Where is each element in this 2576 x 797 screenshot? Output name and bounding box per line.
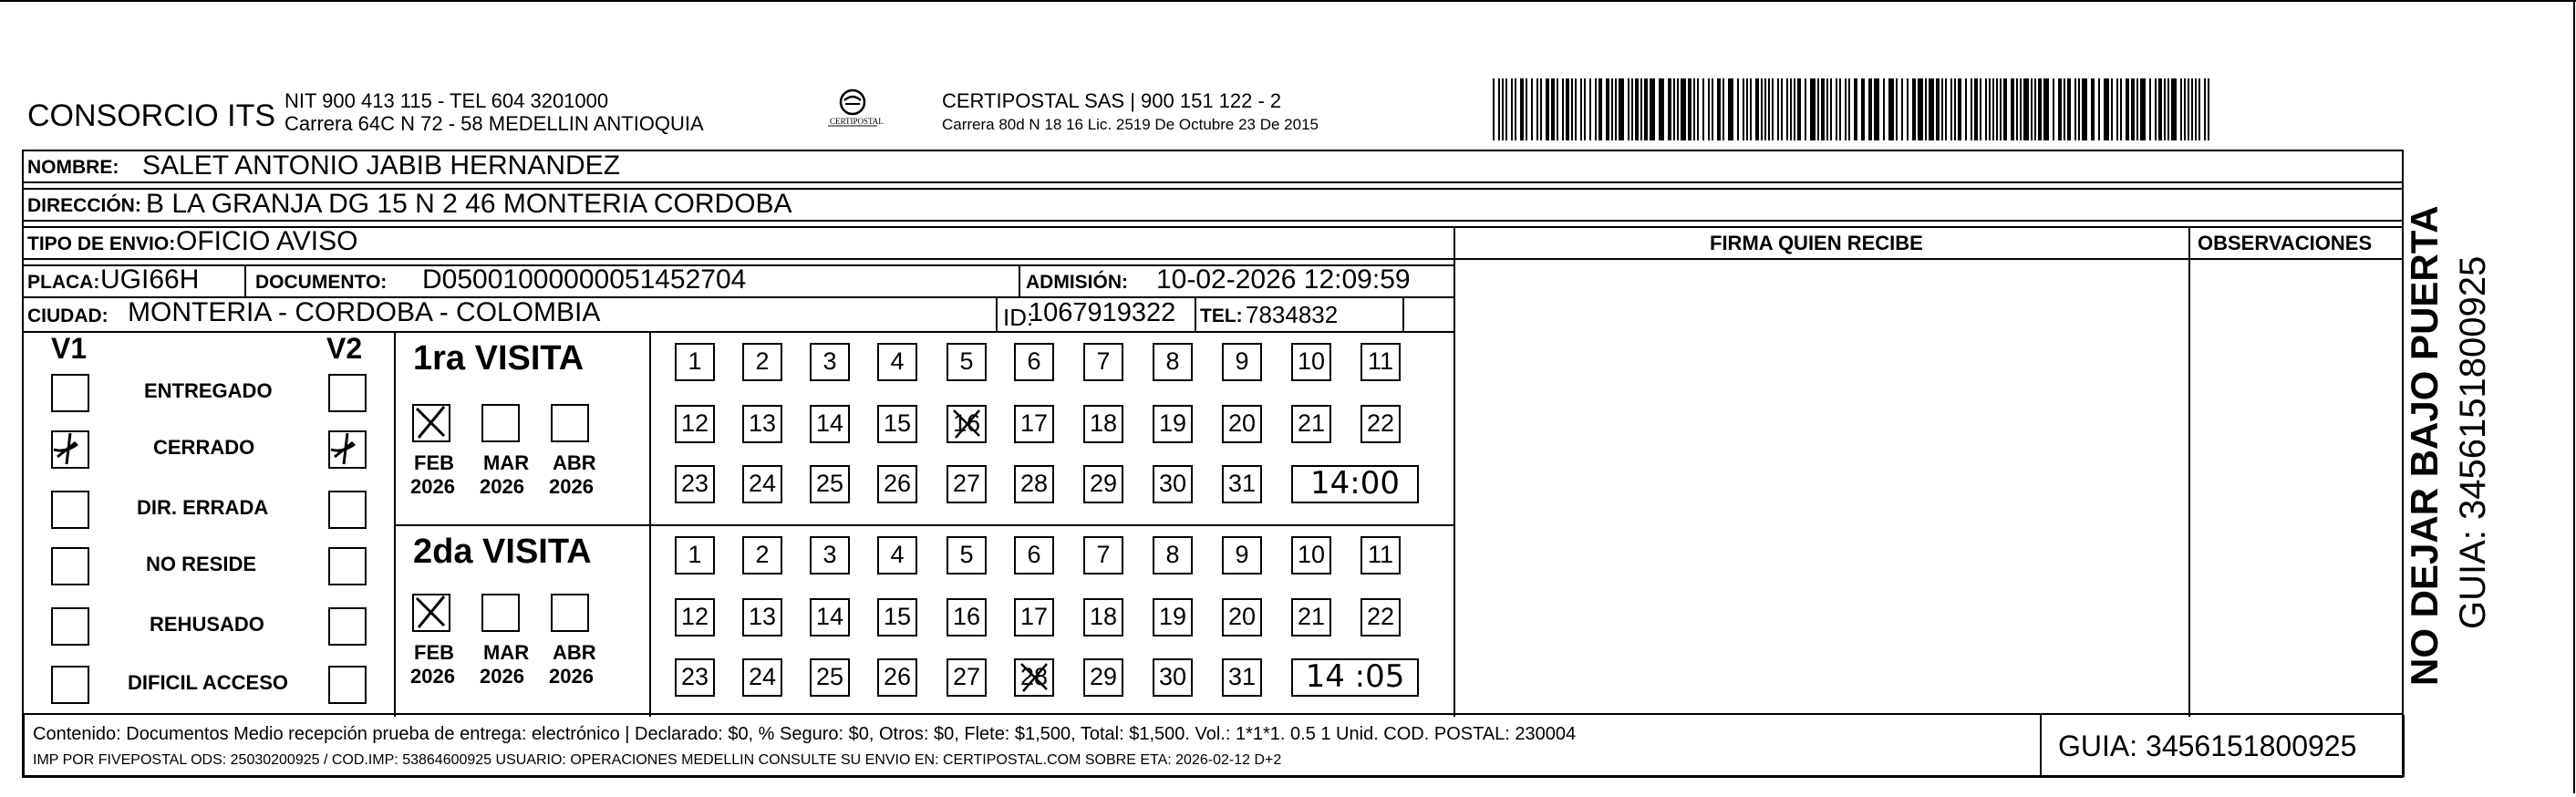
barcode-bar [1717, 78, 1721, 140]
check-mark [327, 430, 366, 468]
day-box[interactable]: 14 [810, 405, 850, 443]
admision-label: ADMISIÓN: [1026, 272, 1128, 293]
barcode-bar [1737, 78, 1739, 140]
day-box[interactable]: 24 [742, 658, 782, 697]
barcode-bar [2120, 78, 2122, 140]
barcode-bar [1493, 78, 1495, 140]
company-name: CONSORCIO ITS [27, 98, 276, 133]
barcode-bar [2020, 78, 2022, 140]
day-box[interactable]: 27 [947, 465, 987, 503]
barcode-bar [1996, 78, 1998, 140]
barcode-bar [1992, 78, 1994, 140]
barcode-bar [1907, 78, 1909, 140]
footer-guia: GUIA: 3456151800925 [2058, 730, 2357, 762]
month-checkbox[interactable] [412, 594, 450, 632]
barcode-bar [2184, 78, 2186, 140]
barcode-bar [1883, 78, 1885, 140]
barcode-bar [1958, 78, 1961, 140]
barcode-bar [2195, 78, 2197, 140]
barcode-bar [1589, 78, 1591, 140]
barcode-bar [2111, 78, 2113, 140]
v2-checkbox[interactable] [328, 491, 367, 529]
barcode-bar [1644, 78, 1648, 140]
barcode-bar [1790, 78, 1792, 140]
barcode-bar [1764, 78, 1766, 140]
placa-value: UGI66H [100, 264, 200, 295]
barcode-bar [1540, 78, 1542, 140]
barcode-bar [1598, 78, 1602, 140]
day-box[interactable]: 11 [1360, 343, 1401, 381]
barcode-bar [1520, 78, 1524, 140]
barcode-bar [1772, 78, 1774, 140]
day-box[interactable]: 15 [877, 405, 917, 443]
barcode-bar [1526, 78, 1527, 140]
day-box[interactable]: 20 [1222, 405, 1262, 443]
ciudad-label: CIUDAD: [27, 305, 109, 326]
barcode-bar [1712, 78, 1713, 140]
month-checkbox[interactable] [481, 404, 520, 442]
barcode-bar [1677, 78, 1679, 140]
carrier-name: CERTIPOSTAL SAS | 900 151 122 - 2 [942, 89, 1282, 112]
barcode-bar [1536, 78, 1538, 140]
barcode-bar [1817, 78, 1819, 140]
day-box[interactable]: 23 [675, 658, 715, 697]
day-box[interactable]: 31 [1222, 465, 1262, 503]
day-box[interactable]: 4 [877, 536, 917, 574]
visit1-title: 1ra VISITA [413, 339, 585, 378]
month-checkbox[interactable] [551, 594, 589, 632]
barcode-bar [1498, 78, 1500, 140]
barcode-bar [1584, 78, 1586, 140]
right-border [2573, 0, 2575, 793]
barcode-bar [1861, 78, 1865, 140]
year-label: 2026 [549, 665, 594, 688]
barcode-bar [1912, 78, 1916, 140]
barcode-bar [1681, 78, 1686, 140]
status-label: DIFICIL ACCESO [128, 671, 289, 694]
barcode-bar [1797, 78, 1801, 140]
barcode-bar [2188, 78, 2189, 140]
barcode-bar [1531, 78, 1533, 140]
day-box[interactable]: 13 [742, 598, 782, 637]
barcode-bar [2155, 78, 2157, 140]
barcode-bar [2191, 78, 2193, 140]
day-box[interactable]: 8 [1153, 343, 1193, 381]
barcode-bar [2016, 78, 2018, 140]
day-cross-mark [1014, 658, 1054, 697]
barcode-bar [1723, 78, 1724, 140]
barcode-bar [2116, 78, 2118, 140]
barcode-bar [2164, 78, 2166, 140]
v2-checkbox[interactable] [328, 607, 367, 646]
barcode-bar [1826, 78, 1828, 140]
footer-line2: IMP POR FIVEPOSTAL ODS: 25030200925 / COD.IMP: 53864600925 USUARIO: OPERACIONES MEDELLIN CONSULTE SU ENVIO EN: CERTIPOSTAL.COM SOBRE ETA: 2026-02-12 D+2 [33, 752, 1282, 768]
barcode-bar [2000, 78, 2002, 140]
id-value: 1067919322 [1029, 298, 1176, 327]
admision-value: 10-02-2026 12:09:59 [1156, 264, 1411, 295]
barcode-bar [2023, 78, 2029, 140]
documento-value: D05001000000051452704 [422, 264, 747, 295]
company-nit: NIT 900 413 115 - TEL 604 3201000 [284, 89, 609, 112]
day-box[interactable]: 2 [742, 343, 782, 381]
ciudad-value: MONTERIA - CORDOBA - COLOMBIA [128, 297, 601, 327]
barcode-bar [1515, 78, 1516, 140]
day-box[interactable]: 31 [1222, 658, 1262, 697]
barcode-bar [1821, 78, 1825, 140]
barcode-bar [1697, 78, 1699, 140]
day-box[interactable]: 10 [1291, 343, 1331, 381]
day-box[interactable]: 6 [1014, 343, 1054, 381]
day-box[interactable]: 18 [1083, 598, 1123, 637]
tipo-envio-value: OFICIO AVISO [176, 226, 358, 256]
barcode-bar [1950, 78, 1952, 140]
day-box[interactable]: 16 [947, 405, 987, 443]
barcode-bar [1505, 78, 1507, 140]
day-box[interactable]: 13 [742, 405, 782, 443]
month-label: FEB [414, 451, 454, 474]
barcode-bar [1562, 78, 1564, 140]
firma-area[interactable] [1456, 261, 2186, 715]
barcode-bar [1571, 78, 1573, 140]
day-box[interactable]: 11 [1360, 536, 1401, 574]
day-box[interactable]: 25 [810, 465, 850, 503]
barcode-bar [1854, 78, 1857, 140]
day-box[interactable]: 26 [877, 465, 917, 503]
barcode-bar [1546, 78, 1549, 140]
v2-checkbox[interactable] [328, 666, 367, 704]
v1-label: V1 [51, 332, 88, 365]
barcode-bar [2078, 78, 2080, 140]
barcode-bar [1941, 78, 1943, 140]
side-warning: NO DEJAR BAJO PUERTA [2403, 205, 2446, 686]
day-box[interactable]: 16 [947, 598, 987, 637]
day-box[interactable]: 30 [1153, 658, 1193, 697]
barcode-bar [1805, 78, 1806, 140]
barcode-bar [1918, 78, 1923, 140]
barcode-bar [2198, 78, 2200, 140]
barcode-bar [1688, 78, 1691, 140]
day-box[interactable]: 19 [1153, 598, 1193, 637]
barcode-bar [2043, 78, 2049, 140]
v1-checkbox[interactable] [51, 607, 89, 646]
barcode-bar [1702, 78, 1704, 140]
day-box[interactable]: 12 [675, 405, 715, 443]
barcode-bar [1743, 78, 1744, 140]
day-box[interactable]: 1 [675, 536, 715, 574]
day-box[interactable]: 12 [675, 598, 715, 637]
day-box[interactable]: 21 [1291, 598, 1331, 637]
barcode-bar [1628, 78, 1629, 140]
barcode-bar [1848, 78, 1850, 140]
barcode-bar [2038, 78, 2042, 140]
status-label: NO RESIDE [146, 553, 257, 575]
barcode-bar [1936, 78, 1940, 140]
barcode-bar [2208, 78, 2209, 140]
certipostal-logo [821, 86, 885, 140]
barcode-bar [1693, 78, 1695, 140]
direccion-label: DIRECCIÓN: [27, 195, 141, 216]
barcode-bar [2158, 78, 2162, 140]
tel-label: TEL: [1200, 305, 1243, 326]
barcode-bar [2171, 78, 2177, 140]
day-box[interactable]: 3 [810, 343, 850, 381]
day-box[interactable]: 15 [877, 598, 917, 637]
status-label: ENTREGADO [144, 379, 273, 402]
barcode-bar [1868, 78, 1872, 140]
barcode-bar [1989, 78, 1991, 140]
barcode-bar [2140, 78, 2146, 140]
day-box[interactable]: 3 [810, 536, 850, 574]
month-checkbox[interactable] [481, 594, 520, 632]
barcode-bar [2064, 78, 2065, 140]
status-label: CERRADO [153, 436, 255, 459]
time-box[interactable]: 14 :05 [1291, 658, 1419, 697]
barcode-bar [1830, 78, 1832, 140]
day-box[interactable]: 17 [1014, 598, 1054, 637]
day-box[interactable]: 28 [1014, 465, 1054, 503]
barcode-bar [2136, 78, 2138, 140]
day-box[interactable]: 22 [1360, 405, 1401, 443]
barcode-bar [1971, 78, 1972, 140]
v2-checkbox[interactable] [328, 547, 367, 585]
v1-checkbox[interactable] [51, 491, 89, 529]
check-mark [50, 430, 88, 468]
month-label: MAR [483, 641, 530, 664]
day-box[interactable]: 6 [1014, 536, 1054, 574]
v2-label: V2 [326, 332, 363, 365]
day-box[interactable]: 4 [877, 343, 917, 381]
day-box[interactable]: 17 [1014, 405, 1054, 443]
barcode-bar [1901, 78, 1903, 140]
top-border [0, 0, 2576, 2]
day-box[interactable]: 9 [1222, 536, 1262, 574]
carrier-address: Carrera 80d N 18 16 Lic. 2519 De Octubre 23 De 2015 [942, 116, 1319, 133]
company-address: Carrera 64C N 72 - 58 MEDELLIN ANTIOQUIA [284, 112, 704, 135]
barcode-bar [1659, 78, 1664, 140]
barcode-bar [2011, 78, 2014, 140]
barcode-bar [1580, 78, 1582, 140]
day-box[interactable]: 19 [1153, 405, 1193, 443]
barcode-bar [1836, 78, 1837, 140]
barcode-bar [1810, 78, 1816, 140]
barcode-bar [2104, 78, 2109, 140]
tipo-envio-label: TIPO DE ENVIO: [27, 233, 176, 254]
barcode-bar [1945, 78, 1947, 140]
month-label: FEB [414, 641, 454, 664]
month-label: ABR [553, 641, 596, 664]
year-label: 2026 [480, 475, 524, 498]
day-box[interactable]: 24 [742, 465, 782, 503]
barcode-bar [1611, 78, 1613, 140]
nombre-label: NOMBRE: [27, 157, 119, 178]
barcode-bar [1631, 78, 1633, 140]
barcode-bar [1557, 78, 1558, 140]
barcode-bar [2053, 78, 2054, 140]
v1-checkbox[interactable] [51, 374, 89, 412]
day-box[interactable]: 8 [1153, 536, 1193, 574]
barcode-bar [1708, 78, 1710, 140]
day-box[interactable]: 20 [1222, 598, 1262, 637]
barcode-bar [2067, 78, 2071, 140]
year-label: 2026 [480, 665, 524, 688]
year-label: 2026 [410, 665, 455, 688]
footer-line1: Contenido: Documentos Medio recepción prueba de entrega: electrónico | Declarado: $0, % Seguro: $0, Otros: $0, Flete: $1,500, Total: $1,500. Vol.: 1*1*1. 0.5 1 Unid. COD. POSTAL: 230004 [33, 724, 1577, 744]
check-x-mark [411, 403, 450, 441]
day-box[interactable]: 26 [877, 658, 917, 697]
barcode-bar [1965, 78, 1967, 140]
day-box[interactable]: 9 [1222, 343, 1262, 381]
barcode-bar [2082, 78, 2087, 140]
month-checkbox[interactable] [551, 404, 589, 442]
id-label: ID: [1003, 304, 1034, 331]
day-box[interactable]: 21 [1291, 405, 1331, 443]
barcode-bar [1746, 78, 1748, 140]
barcode-bar [1954, 78, 1956, 140]
day-box[interactable]: 25 [810, 658, 850, 697]
year-label: 2026 [410, 475, 455, 498]
barcode-bar [1845, 78, 1847, 140]
v2-checkbox[interactable] [328, 430, 367, 469]
tel-value: 7834832 [1246, 301, 1339, 328]
v1-checkbox[interactable] [51, 547, 89, 585]
barcode-bar [1888, 78, 1894, 140]
placa-label: PLACA: [27, 272, 100, 293]
month-label: MAR [483, 451, 530, 474]
logo-text: CERTIPOSTAL [830, 117, 884, 126]
day-box[interactable]: 1 [675, 343, 715, 381]
barcode-bar [2204, 78, 2206, 140]
v1-checkbox[interactable] [51, 430, 89, 469]
barcode-bar [1777, 78, 1779, 140]
barcode-bar [1929, 78, 1934, 140]
barcode-bar [1551, 78, 1555, 140]
barcode-bar [1761, 78, 1763, 140]
barcode-bar [1786, 78, 1788, 140]
barcode-bar [1650, 78, 1655, 140]
month-checkbox[interactable] [412, 404, 450, 442]
barcode-bar [1619, 78, 1624, 140]
barcode-bar [2180, 78, 2182, 140]
direccion-value: B LA GRANJA DG 15 N 2 46 MONTERIA CORDOBA [146, 189, 792, 219]
day-box[interactable]: 28 [1014, 658, 1054, 697]
barcode-bar [2167, 78, 2169, 140]
barcode-bar [2131, 78, 2135, 140]
visit2-title: 2da VISITA [413, 533, 592, 571]
barcode-bar [1673, 78, 1675, 140]
nombre-value: SALET ANTONIO JABIB HERNANDEZ [142, 150, 621, 181]
v2-checkbox[interactable] [328, 374, 367, 412]
month-label: ABR [553, 451, 596, 474]
time-box[interactable]: 14:00 [1291, 465, 1419, 503]
v1-checkbox[interactable] [51, 666, 89, 704]
observaciones-header: OBSERVACIONES [2198, 232, 2373, 254]
day-box[interactable]: 29 [1083, 465, 1123, 503]
day-box[interactable]: 2 [742, 536, 782, 574]
day-box[interactable]: 7 [1083, 343, 1123, 381]
check-x-mark [411, 593, 450, 631]
barcode-bar [1728, 78, 1733, 140]
barcode-bar [1874, 78, 1879, 140]
day-box[interactable]: 10 [1291, 536, 1331, 574]
day-box[interactable]: 7 [1083, 536, 1123, 574]
barcode-bar [1566, 78, 1569, 140]
barcode-bar [1668, 78, 1671, 140]
barcode-bar [2098, 78, 2100, 140]
day-cross-mark [947, 405, 987, 443]
barcode-bar [1575, 78, 1577, 140]
barcode-bar [1750, 78, 1752, 140]
barcode-bar [1974, 78, 1978, 140]
barcode-bar [1980, 78, 1981, 140]
barcode-bar [1794, 78, 1795, 140]
day-box[interactable]: 18 [1083, 405, 1123, 443]
barcode-bar [1755, 78, 1759, 140]
barcode-bar [1615, 78, 1617, 140]
day-box[interactable]: 30 [1153, 465, 1193, 503]
day-box[interactable]: 5 [947, 343, 987, 381]
barcode-bar [2074, 78, 2076, 140]
barcode [1493, 78, 2213, 140]
barcode-bar [1768, 78, 1770, 140]
barcode-bar [1985, 78, 1987, 140]
year-label: 2026 [549, 475, 594, 498]
barcode-bar [1502, 78, 1504, 140]
barcode-bar [1896, 78, 1898, 140]
side-guia: GUIA: 3456151800925 [2453, 255, 2493, 629]
barcode-bar [2091, 78, 2095, 140]
barcode-bar [1606, 78, 1609, 140]
status-label: REHUSADO [150, 613, 264, 636]
day-box[interactable]: 23 [675, 465, 715, 503]
barcode-bar [1640, 78, 1642, 140]
day-box[interactable]: 29 [1083, 658, 1123, 697]
barcode-bar [2058, 78, 2062, 140]
barcode-bar [1595, 78, 1597, 140]
firma-header: FIRMA QUIEN RECIBE [1710, 232, 1923, 254]
documento-label: DOCUMENTO: [255, 272, 388, 293]
day-box[interactable]: 5 [947, 536, 987, 574]
barcode-bar [2126, 78, 2129, 140]
day-box[interactable]: 14 [810, 598, 850, 637]
day-box[interactable]: 22 [1360, 598, 1401, 637]
barcode-bar [2003, 78, 2007, 140]
barcode-bar [1511, 78, 1513, 140]
day-box[interactable]: 27 [947, 658, 987, 697]
barcode-bar [1635, 78, 1639, 140]
observaciones-area[interactable] [2191, 261, 2401, 715]
status-label: DIR. ERRADA [137, 496, 269, 519]
barcode-bar [1925, 78, 1927, 140]
barcode-bar [1839, 78, 1841, 140]
barcode-bar [2034, 78, 2036, 140]
barcode-bar [2149, 78, 2151, 140]
barcode-bar [1781, 78, 1783, 140]
barcode-bar [2031, 78, 2033, 140]
